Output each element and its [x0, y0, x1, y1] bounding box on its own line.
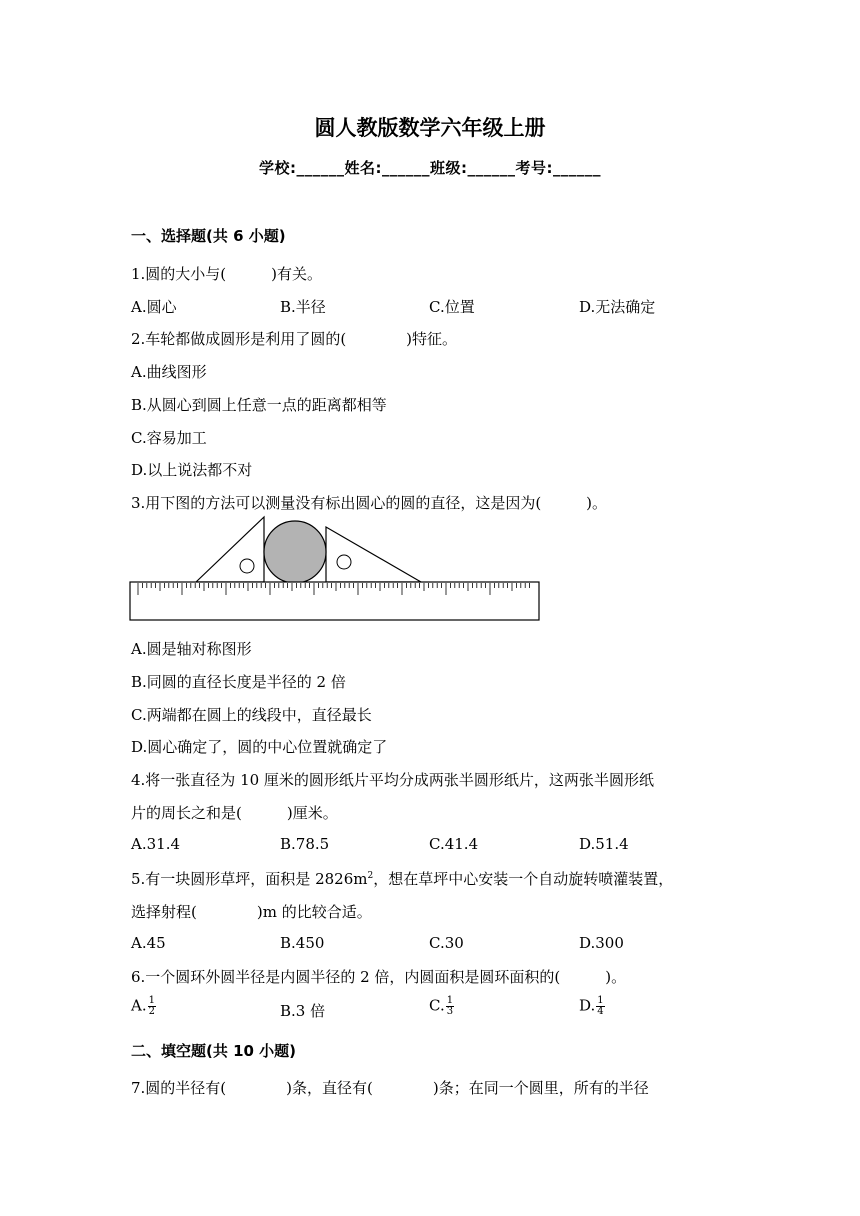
question-6-option-c-label: C. [429, 996, 445, 1015]
question-4-option-a: A.31.4 [131, 835, 180, 853]
question-5-option-c: C.30 [429, 934, 464, 952]
question-7-stem: 7.圆的半径有( )条，直径有( )条；在同一个圆里，所有的半径 [131, 1079, 649, 1097]
question-6-option-c [429, 996, 454, 1017]
fraction [596, 996, 604, 1017]
question-4-stem-line-1: 4.将一张直径为 10 厘米的圆形纸片平均分成两张半圆形纸片，这两张半圆形纸 [131, 771, 654, 789]
question-5-stem-line-2: 选择射程( )m 的比较合适。 [131, 903, 372, 921]
question-4-option-d: D.51.4 [579, 835, 629, 853]
fraction-numerator: 1 [148, 995, 155, 1006]
question-6-stem: 6.一个圆环外圆半径是内圆半径的 2 倍，内圆面积是圆环面积的( )。 [131, 968, 627, 986]
question-3-option-c: C.两端都在圆上的线段中，直径最长 [131, 706, 372, 724]
question-6-option-a [131, 996, 156, 1017]
question-6-option-d-label: D. [579, 996, 596, 1015]
fraction-denominator: 4 [597, 1006, 604, 1017]
question-2-option-a: A.曲线图形 [131, 363, 207, 381]
question-5-stem-post: ，想在草坪中心安装一个自动旋转喷灌装置， [373, 870, 674, 888]
section-heading-choice: 一、选择题(共 6 小题) [131, 227, 286, 245]
question-4-stem-line-2: 片的周长之和是( )厘米。 [131, 804, 338, 822]
ruler-triangle-circle-figure [128, 513, 542, 625]
question-4-option-c: C.41.4 [429, 835, 479, 853]
right-set-square [326, 527, 421, 582]
fraction [446, 996, 454, 1017]
fraction-numerator: 1 [446, 995, 454, 1006]
fraction-denominator: 3 [446, 1006, 454, 1017]
left-set-square [196, 517, 264, 582]
question-5-option-d: D.300 [579, 934, 624, 952]
question-1-option-d: D.无法确定 [579, 298, 656, 316]
question-1-stem: 1.圆的大小与( )有关。 [131, 265, 323, 283]
fraction [148, 996, 156, 1017]
question-1-option-c: C.位置 [429, 298, 475, 316]
question-5-stem-line-1 [131, 868, 673, 889]
question-6-option-b: B.3 倍 [280, 1002, 326, 1020]
fraction-denominator: 2 [148, 1006, 155, 1017]
question-2-option-c: C.容易加工 [131, 429, 207, 447]
question-3-option-b: B.同圆的直径长度是半径的 2 倍 [131, 673, 346, 691]
question-2-option-b: B.从圆心到圆上任意一点的距离都相等 [131, 396, 387, 414]
question-4-option-b: B.78.5 [280, 835, 330, 853]
question-5-option-b: B.450 [280, 934, 325, 952]
question-3-option-a: A.圆是轴对称图形 [131, 640, 252, 658]
question-3-option-d: D.圆心确定了，圆的中心位置就确定了 [131, 738, 388, 756]
ruler [130, 582, 539, 620]
question-2-stem: 2.车轮都做成圆形是利用了圆的( )特征。 [131, 330, 458, 348]
section-heading-fill-blank: 二、填空题(共 10 小题) [131, 1042, 297, 1060]
question-3-stem: 3.用下图的方法可以测量没有标出圆心的圆的直径，这是因为( )。 [131, 494, 608, 512]
question-1-option-b: B.半径 [280, 298, 326, 316]
question-1-option-a: A.圆心 [131, 298, 177, 316]
fraction-numerator: 1 [597, 995, 604, 1006]
question-5-area-exponent: 2 [367, 871, 374, 881]
page-title: 圆人教版数学六年级上册 [314, 116, 546, 140]
question-5-option-a: A.45 [131, 934, 166, 952]
student-info-line: 学校:______姓名:______班级:______考号:______ [259, 159, 601, 177]
measured-circle [264, 521, 326, 583]
question-6-option-a-label: A. [131, 996, 147, 1015]
question-2-option-d: D.以上说法都不对 [131, 461, 253, 479]
question-6-option-d [579, 996, 605, 1017]
question-5-stem-pre: 5.有一块圆形草坪，面积是 2826m [131, 870, 368, 888]
